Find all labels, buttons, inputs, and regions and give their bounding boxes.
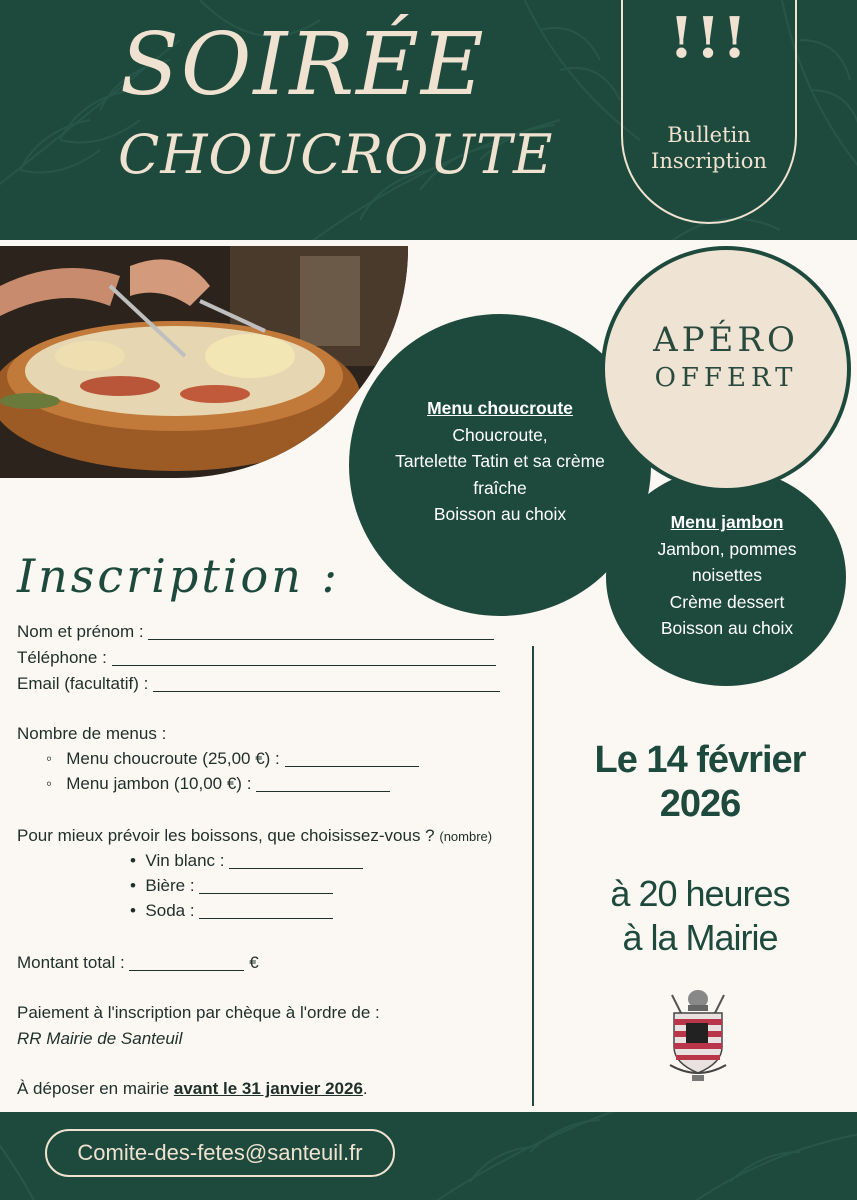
exclamation-icon: !!!	[669, 5, 749, 71]
contact-email[interactable]: Comite-des-fetes@santeuil.fr	[45, 1129, 395, 1177]
soda-label: Soda :	[145, 901, 195, 920]
event-date-line-2: 2026	[659, 783, 741, 825]
payment-text: Paiement à l'inscription par chèque à l'ordre de :	[17, 1003, 380, 1022]
bulletin-badge	[621, 0, 797, 224]
event-location: à la Mairie	[622, 917, 778, 958]
badge-line-1: Bulletin	[667, 123, 751, 147]
drinks-note: (nombre)	[439, 829, 493, 844]
total-row	[17, 953, 259, 973]
menu-jambon-text	[612, 509, 842, 642]
bullet-icon: •	[130, 901, 136, 920]
title-choucroute: CHOUCROUTE	[118, 123, 554, 186]
menu-choucroute-line: Boisson au choix	[433, 504, 567, 524]
phone-label: Téléphone :	[17, 648, 107, 667]
menu-choucroute-heading: Menu choucroute	[427, 398, 573, 418]
menu-jambon-line: Boisson au choix	[660, 618, 794, 638]
deposit-row	[17, 1079, 368, 1099]
menus-label: Nombre de menus :	[17, 724, 167, 743]
email-field-row	[17, 674, 500, 694]
beer-field[interactable]	[199, 892, 333, 894]
drinks-question: Pour mieux prévoir les boissons, que choisissez-vous ?	[17, 826, 435, 845]
apero-line-2: OFFERT	[654, 363, 798, 394]
menu-jambon-line: Jambon, pommes	[657, 538, 797, 559]
soda-field[interactable]	[199, 917, 333, 919]
badge-line-2: Inscription	[651, 149, 767, 173]
name-label: Nom et prénom :	[17, 622, 144, 641]
event-date	[565, 738, 835, 826]
menu-choucroute-text	[355, 395, 645, 528]
footer	[0, 1112, 857, 1200]
phone-field[interactable]	[112, 664, 496, 666]
menu-jambon-line: Crème dessert	[669, 591, 785, 612]
total-label: Montant total :	[17, 953, 125, 972]
beer-row	[130, 876, 333, 896]
event-date-line-1: Le 14 février	[594, 739, 806, 781]
apero-line-1: APÉRO	[653, 320, 799, 360]
bullet-icon: •	[130, 876, 136, 895]
inscription-title: Inscription :	[17, 549, 340, 603]
coat-of-arms-icon	[666, 985, 730, 1085]
soda-row	[130, 901, 333, 921]
total-field[interactable]	[129, 969, 244, 971]
apero-offert	[601, 318, 851, 396]
white-wine-field[interactable]	[229, 867, 363, 869]
email-field[interactable]	[153, 690, 500, 692]
vertical-divider	[532, 646, 534, 1106]
menu-choucroute-line: fraîche	[473, 477, 527, 498]
deposit-prefix: À déposer en mairie	[17, 1079, 174, 1098]
white-wine-row	[130, 851, 363, 871]
beer-label: Bière :	[145, 876, 195, 895]
menu-jambon-line: noisettes	[691, 565, 763, 585]
name-field[interactable]	[148, 638, 494, 640]
currency-symbol: €	[249, 953, 259, 972]
title-soiree: SOIRÉE	[120, 15, 486, 115]
phone-field-row	[17, 648, 496, 668]
event-time: à 20 heures	[610, 873, 790, 914]
circle-bullet-icon: ◦	[46, 749, 53, 768]
drinks-question-row	[17, 826, 492, 847]
menu-jambon-count-row	[46, 774, 390, 794]
menu-choucroute-line: Tartelette Tatin et sa crème	[395, 451, 605, 471]
menu-choucroute-count-field[interactable]	[285, 765, 419, 767]
deposit-deadline: avant le 31 janvier 2026	[173, 1079, 363, 1098]
bullet-icon: •	[130, 851, 136, 870]
menu-jambon-count-label: Menu jambon (10,00 €) :	[66, 774, 252, 793]
name-field-row	[17, 622, 494, 642]
badge-label	[623, 122, 795, 174]
payee: RR Mairie de Santeuil	[17, 1029, 183, 1048]
choucroute-photo	[0, 246, 408, 478]
menu-jambon-heading: Menu jambon	[670, 512, 784, 532]
email-label: Email (facultatif) :	[17, 674, 149, 693]
menu-choucroute-count-row	[46, 749, 419, 769]
event-place	[565, 872, 835, 960]
circle-bullet-icon: ◦	[46, 774, 53, 793]
menu-jambon-count-field[interactable]	[256, 790, 390, 792]
header-banner	[0, 0, 857, 240]
menu-choucroute-count-label: Menu choucroute (25,00 €) :	[66, 749, 280, 768]
menu-choucroute-line: Choucroute,	[452, 424, 548, 445]
white-wine-label: Vin blanc :	[145, 851, 225, 870]
deposit-suffix: .	[362, 1079, 368, 1098]
